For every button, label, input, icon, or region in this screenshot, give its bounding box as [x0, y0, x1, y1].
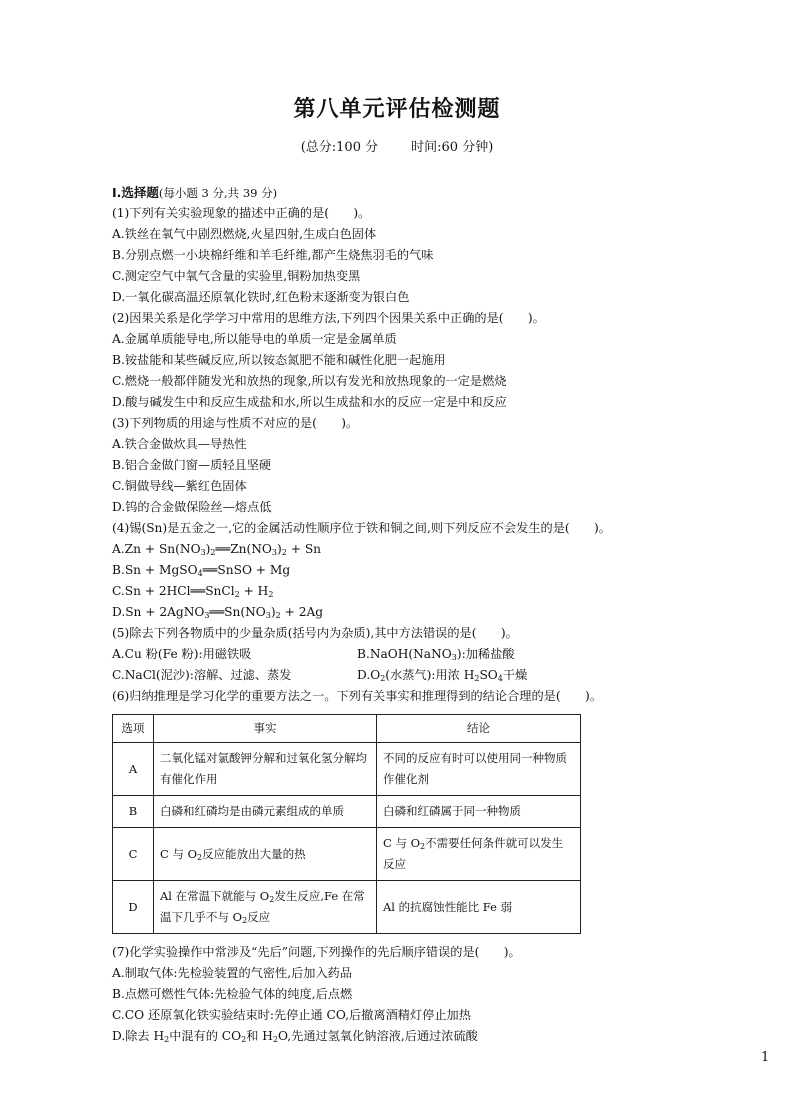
question-7-stem: (7)化学实验操作中常涉及“先后”问题,下列操作的先后顺序错误的是( )。 — [112, 945, 521, 959]
table-cell-fact: Al 在常温下就能与 $O_2$发生反应,Fe 在常温下几乎不与 $O_2$反应 — [154, 881, 377, 934]
question-3-option-a: A.铁合金做炊具—导热性 — [112, 437, 247, 451]
table-cell-conclusion: 白磷和红磷属于同一种物质 — [377, 796, 581, 828]
table-row — [113, 743, 581, 796]
table-cell-conclusion: 不同的反应有时可以使用同一种物质作催化剂 — [377, 743, 581, 796]
question-7-option-d: D.除去 $H_2$中混有的 $CO_2$和 $H_2O$,先通过氢氧化钠溶液,后通过浓硫酸 — [112, 1029, 478, 1044]
question-7-option-a: A.制取气体:先检验装置的气密性,后加入药品 — [112, 966, 353, 980]
question-4-option-b: B.Sn + MgSO$_4$══SnSO + Mg — [112, 563, 291, 578]
table-header-conclusion: 结论 — [377, 715, 581, 743]
table-header-row — [113, 715, 581, 743]
question-2-option-d: D.酸与碱发生中和反应生成盐和水,所以生成盐和水的反应一定是中和反应 — [112, 395, 507, 409]
question-2-option-c: C.燃烧一般都伴随发光和放热的现象,所以有发光和放热现象的一定是燃烧 — [112, 374, 507, 388]
table-cell-fact: C 与 $O_2$反应能放出大量的热 — [154, 828, 377, 881]
question-1-option-a: A.铁丝在氧气中剧烈燃烧,火星四射,生成白色固体 — [112, 227, 377, 241]
question-4-option-d: $D.Sn + 2AgNO_3══Sn(NO_3)_2 + 2Ag$ — [112, 605, 324, 620]
table-row — [113, 828, 581, 881]
question-4-option-c: C.Sn + 2HCl══SnCl$_2$ + $H_2$ — [112, 584, 274, 599]
question-5-stem: (5)除去下列各物质中的少量杂质(括号内为杂质),其中方法错误的是( )。 — [112, 626, 518, 640]
section-note: (每小题 3 分,共 39 分) — [158, 186, 278, 200]
question-4-option-a: $A.Zn + Sn(NO_3)_2══Zn(NO_3)_2 + Sn$ — [112, 542, 322, 557]
question-1-option-b: B.分别点燃一小块棉纤维和羊毛纤维,都产生烧焦羽毛的气味 — [112, 248, 434, 262]
question-5-options-row-1 — [112, 644, 682, 665]
question-1-option-d: D.一氧化碳高温还原氧化铁时,红色粉末逐渐变为银白色 — [112, 290, 410, 304]
question-3-option-c: C.铜做导线—紫红色固体 — [112, 479, 247, 493]
table-row — [113, 881, 581, 934]
table-cell-option: B — [113, 796, 154, 828]
question-3-option-b: B.铝合金做门窗—质轻且坚硬 — [112, 458, 272, 472]
table-row — [113, 796, 581, 828]
table-cell-fact: 二氧化锰对氯酸钾分解和过氧化氢分解均有催化作用 — [154, 743, 377, 796]
table-cell-option: D — [113, 881, 154, 934]
section-heading — [112, 182, 682, 203]
question-1-stem: (1)下列有关实验现象的描述中正确的是( )。 — [112, 206, 371, 220]
question-1-option-c: C.测定空气中氧气含量的实验里,铜粉加热变黑 — [112, 269, 361, 283]
question-4-stem: (4)锡(Sn)是五金之一,它的金属活动性顺序位于铁和铜之间,则下列反应不会发生的是( )。 — [112, 521, 611, 535]
page-title: 第八单元评估检测题 — [293, 97, 501, 122]
page-number: 1 — [761, 1050, 770, 1065]
table-cell-conclusion: C 与 $O_2$不需要任何条件就可以发生反应 — [377, 828, 581, 881]
question-7-option-c: C.CO 还原氧化铁实验结束时:先停止通 CO,后撤离酒精灯停止加热 — [112, 1008, 471, 1022]
table-header-fact: 事实 — [154, 715, 377, 743]
exam-info: (总分:100 分 时间:60 分钟) — [300, 140, 494, 155]
question-7-option-b: B.点燃可燃性气体:先检验气体的纯度,后点燃 — [112, 987, 353, 1001]
question-5-options-row-2 — [112, 665, 682, 686]
section-label: Ⅰ.选择题 — [112, 185, 159, 200]
question-5-option-d: $D.O_2$(水蒸气):用浓 $H_2SO_4$干燥 — [357, 668, 528, 683]
table-cell-option: C — [113, 828, 154, 881]
reasoning-table — [112, 714, 581, 934]
table-header-option: 选项 — [113, 715, 154, 743]
table-cell-conclusion: Al 的抗腐蚀性能比 Fe 弱 — [377, 881, 581, 934]
question-2-option-b: B.铵盐能和某些碱反应,所以铵态氮肥不能和碱性化肥一起施用 — [112, 353, 446, 367]
table-cell-option: A — [113, 743, 154, 796]
question-3-option-d: D.钨的合金做保险丝—熔点低 — [112, 500, 272, 514]
question-2-option-a: A.金属单质能导电,所以能导电的单质一定是金属单质 — [112, 332, 397, 346]
question-2-stem: (2)因果关系是化学学习中常用的思维方法,下列四个因果关系中正确的是( )。 — [112, 311, 545, 325]
question-5-option-b: B.NaOH(NaNO$_3$):加稀盐酸 — [357, 647, 515, 662]
table-cell-fact: 白磷和红磷均是由磷元素组成的单质 — [154, 796, 377, 828]
question-5-option-a: A.Cu 粉(Fe 粉):用磁铁吸 — [112, 647, 252, 661]
question-3-stem: (3)下列物质的用途与性质不对应的是( )。 — [112, 416, 359, 430]
exam-content — [112, 182, 682, 1047]
question-5-option-c: C.NaCl(泥沙):溶解、过滤、蒸发 — [112, 668, 292, 682]
question-6-stem: (6)归纳推理是学习化学的重要方法之一。下列有关事实和推理得到的结论合理的是( )。 — [112, 689, 602, 703]
